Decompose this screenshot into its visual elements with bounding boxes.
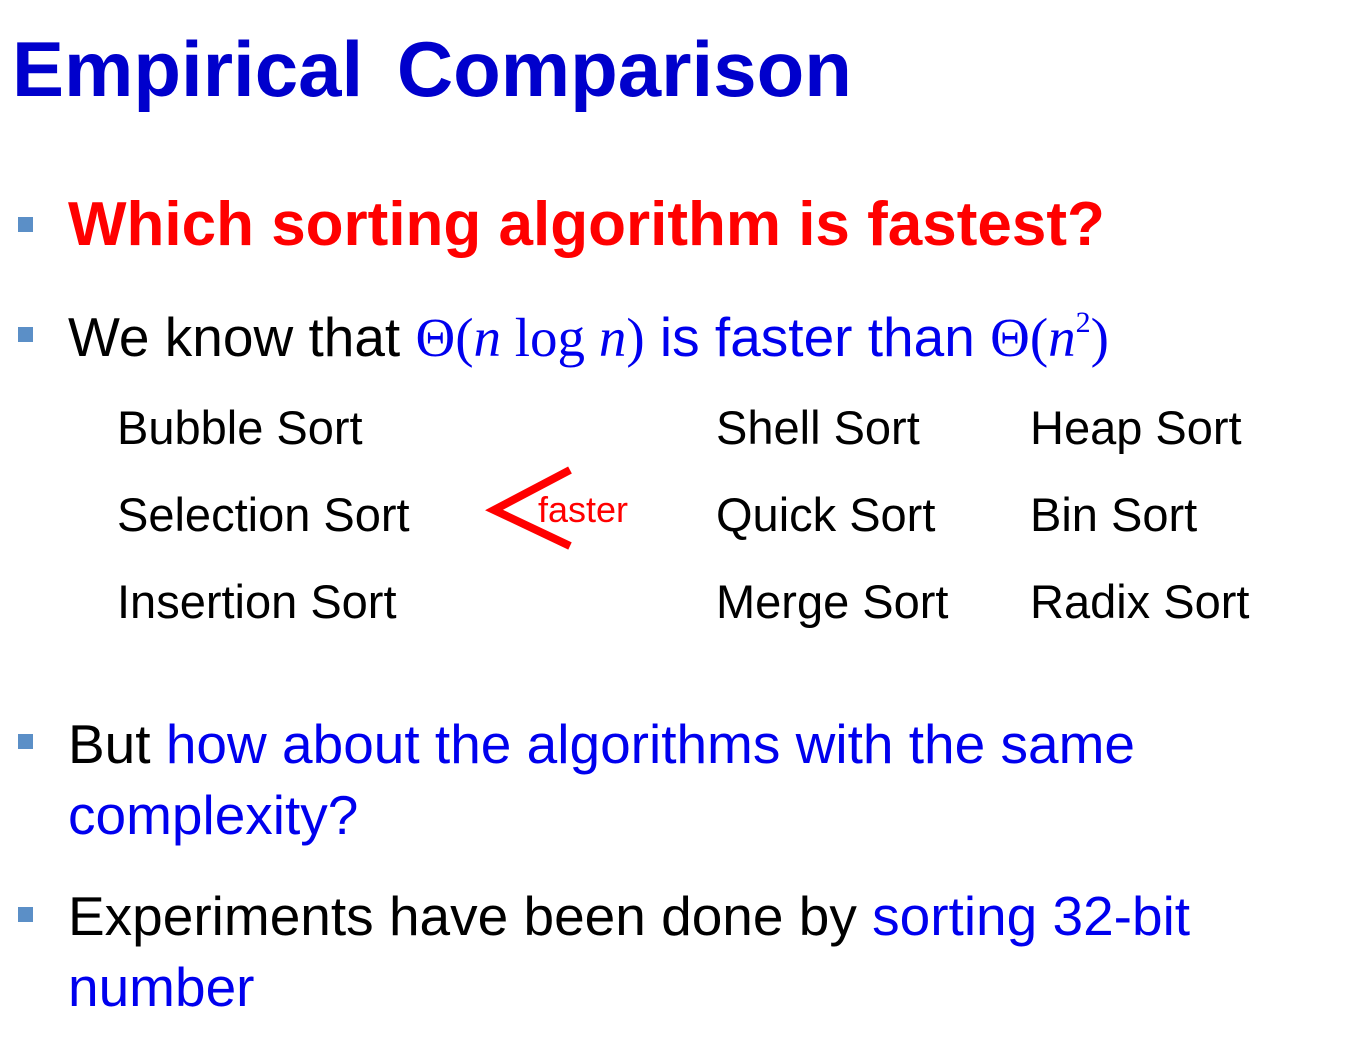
complexity-statement: [68, 306, 1109, 368]
algorithm-quick-sort: Quick Sort: [716, 488, 936, 541]
algorithm-bubble-sort: Bubble Sort: [117, 401, 363, 454]
algorithm-insertion-sort: Insertion Sort: [117, 575, 397, 628]
question-prefix: But: [68, 713, 166, 775]
algorithm-heap-sort: Heap Sort: [1030, 401, 1242, 454]
experiments-continuation: number: [68, 956, 255, 1018]
faster-label: faster: [538, 489, 629, 530]
theta-n-squared: $\Theta(n^2)$: [990, 306, 1109, 368]
same-complexity-question: [68, 713, 1135, 775]
question-continuation: complexity?: [68, 784, 359, 846]
algorithm-radix-sort: Radix Sort: [1030, 575, 1250, 628]
experiments-statement: [68, 885, 1191, 947]
theta-n-log-n: Θ(n log n): [415, 307, 645, 368]
bullet-marker: [18, 327, 33, 342]
slide-title: Empirical Comparison: [12, 25, 852, 113]
question-highlight: how about the algorithms with the same: [165, 713, 1135, 775]
statement-middle: is faster than: [644, 306, 991, 368]
bullet-marker: [18, 734, 33, 749]
question-text: Which sorting algorithm is fastest?: [68, 190, 1105, 259]
algorithm-selection-sort: Selection Sort: [117, 488, 410, 541]
experiments-highlight: sorting 32-bit: [872, 885, 1191, 947]
statement-prefix: We know that: [68, 306, 416, 368]
algorithm-shell-sort: Shell Sort: [716, 401, 920, 454]
bullet-marker: [18, 907, 33, 922]
algorithm-merge-sort: Merge Sort: [716, 575, 949, 628]
experiments-prefix: Experiments have been done by: [68, 885, 873, 947]
algorithm-bin-sort: Bin Sort: [1030, 488, 1198, 541]
bullet-marker: [18, 217, 33, 232]
